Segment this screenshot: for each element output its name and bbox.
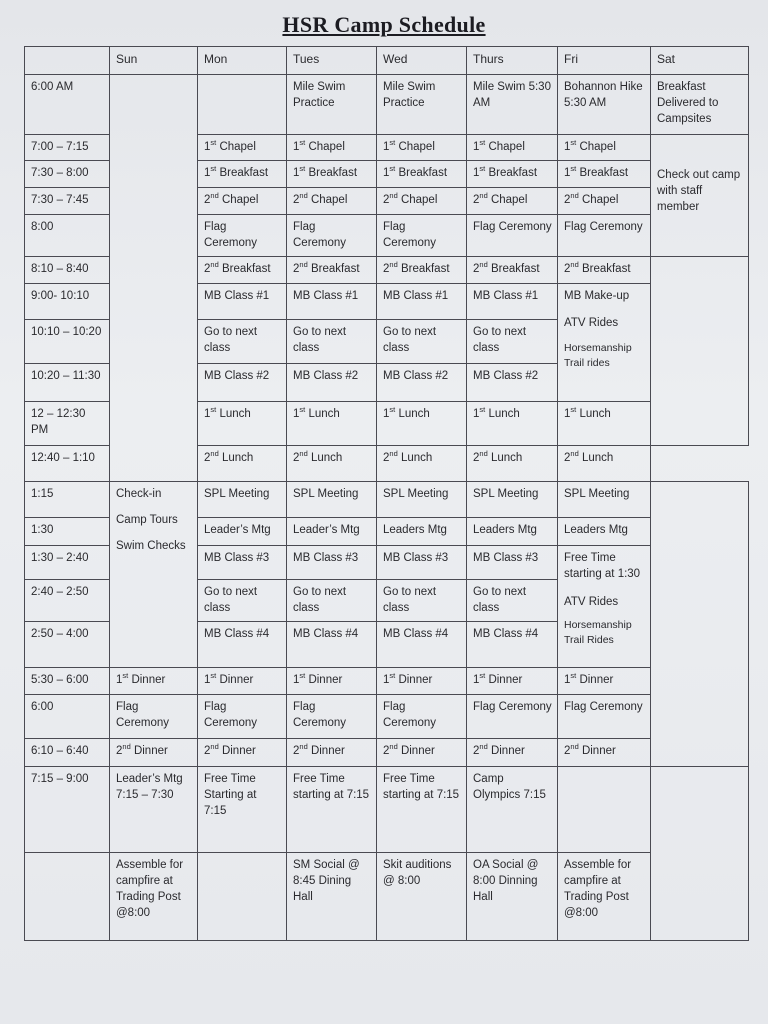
breakfast-cell [377,161,467,188]
leaders-mtg-thurs: Leaders Mtg [467,518,558,546]
fri-600: Bohannon Hike 5:30 AM [558,75,651,135]
spl-cell: SPL Meeting [377,482,467,518]
sat-mid-empty [651,257,749,446]
dinner-label: Dinner [216,674,254,686]
tues-late: SM Social @ 8:45 Dining Hall [287,853,377,941]
time-cell: 12:40 – 1:10 [25,446,110,482]
mb1-cell: MB Class #1 [377,284,467,320]
dinner2-ordinal: nd [570,742,579,752]
dinner-number: 1 [116,674,123,686]
chapel-label: Chapel [395,141,435,153]
chapel2-ordinal: nd [479,191,488,201]
dinner2-number: 2 [564,745,571,757]
lunch-label: Lunch [216,408,251,420]
sun-late: Assemble for campfire at Trading Post @8:00 [110,853,198,941]
lunch2-number: 2 [204,452,211,464]
fri-afternoon-block [558,546,651,668]
sun-checkin: Check-in [116,488,162,500]
dinner-number: 1 [564,674,571,686]
mb4-cell: MB Class #4 [467,622,558,668]
mb2-cell: MB Class #2 [377,364,467,402]
dinner-ordinal: st [570,671,577,681]
breakfast2-label: Breakfast [487,263,540,275]
lunch2-cell [558,446,651,482]
mb4-cell: MB Class #4 [198,622,287,668]
dinner2-cell [558,739,651,767]
time-cell: 1:15 [25,482,110,518]
chapel2-cell [558,188,651,215]
chapel2-cell [198,188,287,215]
fri-horse1: Horsemanship Trail rides [564,342,632,369]
chapel-label: Chapel [485,141,525,153]
chapel2-label: Chapel [487,194,528,206]
chapel-ordinal: st [570,138,577,148]
breakfast-cell [467,161,558,188]
dinner-number: 1 [383,674,390,686]
page-title: HSR Camp Schedule [282,12,486,37]
dinner2-ordinal: nd [299,742,308,752]
goto-cell: Go to next class [198,580,287,622]
lunch2-ordinal: nd [570,449,579,459]
chapel2-ordinal: nd [210,191,219,201]
dinner2-cell [467,739,558,767]
mb1-cell: MB Class #1 [287,284,377,320]
breakfast2-number: 2 [473,263,480,275]
lunch-label: Lunch [305,408,340,420]
tues-evening: Free Time starting at 7:15 [287,767,377,853]
time-cell: 2:40 – 2:50 [25,580,110,622]
header-wed: Wed [377,47,467,75]
header-sat: Sat [651,47,749,75]
dinner2-label: Dinner [218,745,256,757]
breakfast2-label: Breakfast [307,263,360,275]
dinner-label: Dinner [128,674,166,686]
breakfast2-ordinal: nd [479,260,488,270]
wed-late: Skit auditions @ 8:00 [377,853,467,941]
chapel-number: 1 [293,141,300,153]
chapel2-number: 2 [473,194,480,206]
flag-cell: Flag Ceremony [558,695,651,739]
time-cell: 6:10 – 6:40 [25,739,110,767]
breakfast-cell [198,161,287,188]
chapel2-cell [467,188,558,215]
breakfast2-number: 2 [293,263,300,275]
breakfast2-cell [467,257,558,284]
lunch-number: 1 [473,408,480,420]
flag-cell: Flag Ceremony [558,215,651,257]
sat-checkout-text: Check out camp with staff member [657,169,741,213]
table-row [25,853,749,941]
dinner-cell [287,668,377,695]
fri-atv2: ATV Rides [564,596,619,608]
header-tues: Tues [287,47,377,75]
chapel2-number: 2 [564,194,571,206]
chapel-number: 1 [383,141,390,153]
lunch-ordinal: st [389,405,396,415]
chapel2-number: 2 [383,194,390,206]
thurs-evening: Camp Olympics 7:15 [467,767,558,853]
lunch2-ordinal: nd [299,449,308,459]
chapel-cell [377,135,467,161]
dinner-cell [377,668,467,695]
goto-cell: Go to next class [467,580,558,622]
dinner2-label: Dinner [487,745,525,757]
breakfast-number: 1 [473,167,480,179]
dinner2-cell [110,739,198,767]
header-mon: Mon [198,47,287,75]
header-thurs: Thurs [467,47,558,75]
dinner2-cell [377,739,467,767]
dinner2-ordinal: nd [389,742,398,752]
sat-evening-empty [651,767,749,941]
dinner-cell [467,668,558,695]
fri-horse2: Horsemanship Trail Rides [564,619,632,646]
flag-cell: Flag Ceremony [377,215,467,257]
lunch2-label: Lunch [578,452,614,464]
lunch-cell [198,402,287,446]
header-sun: Sun [110,47,198,75]
chapel-ordinal: st [299,138,306,148]
flag-cell: Flag Ceremony [110,695,198,739]
chapel2-ordinal: nd [299,191,308,201]
breakfast-ordinal: st [479,164,486,174]
dinner2-label: Dinner [307,745,345,757]
flag-cell: Flag Ceremony [377,695,467,739]
time-cell: 12 – 12:30 PM [25,402,110,446]
sun-evening: Leader’s Mtg 7:15 – 7:30 [110,767,198,853]
flag-cell: Flag Ceremony [287,215,377,257]
dinner-label: Dinner [395,674,433,686]
lunch2-number: 2 [383,452,390,464]
breakfast2-ordinal: nd [210,260,219,270]
mon-evening: Free Time Starting at 7:15 [198,767,287,853]
chapel2-number: 2 [204,194,211,206]
chapel2-cell [287,188,377,215]
lunch2-ordinal: nd [389,449,398,459]
header-row [25,47,749,75]
dinner-cell [558,668,651,695]
time-cell: 7:15 – 9:00 [25,767,110,853]
breakfast-ordinal: st [299,164,306,174]
time-cell: 8:10 – 8:40 [25,257,110,284]
fri-freetime: Free Time starting at 1:30 [564,552,641,580]
dinner2-number: 2 [116,745,123,757]
lunch-number: 1 [564,408,571,420]
chapel2-ordinal: nd [570,191,579,201]
chapel-cell [287,135,377,161]
lunch-ordinal: st [479,405,486,415]
lunch-ordinal: st [299,405,306,415]
tues-600: Mile Swim Practice [287,75,377,135]
dinner2-label: Dinner [397,745,435,757]
time-cell: 5:30 – 6:00 [25,668,110,695]
mb4-cell: MB Class #4 [377,622,467,668]
dinner-number: 1 [293,674,300,686]
lunch-cell [558,402,651,446]
lunch-label: Lunch [485,408,520,420]
dinner2-label: Dinner [578,745,616,757]
chapel-ordinal: st [210,138,217,148]
mb2-cell: MB Class #2 [287,364,377,402]
dinner-cell [110,668,198,695]
breakfast2-number: 2 [204,263,211,275]
dinner2-label: Dinner [130,745,168,757]
mon-late [198,853,287,941]
goto-cell: Go to next class [287,320,377,364]
dinner-label: Dinner [576,674,614,686]
leaders-mtg-mon: Leader’s Mtg [198,518,287,546]
table-row [25,695,749,739]
lunch-cell [287,402,377,446]
time-cell: 9:00- 10:10 [25,284,110,320]
lunch2-number: 2 [564,452,571,464]
lunch2-cell [198,446,287,482]
spl-cell: SPL Meeting [287,482,377,518]
time-cell: 1:30 – 2:40 [25,546,110,580]
dinner-label: Dinner [305,674,343,686]
leaders-mtg-wed: Leaders Mtg [377,518,467,546]
lunch2-label: Lunch [397,452,433,464]
mb3-cell: MB Class #3 [467,546,558,580]
fri-makeup: MB Make-up [564,290,630,302]
dinner-cell [198,668,287,695]
fri-evening [558,767,651,853]
spl-cell: SPL Meeting [558,482,651,518]
lunch-number: 1 [204,408,211,420]
breakfast-number: 1 [293,167,300,179]
chapel-label: Chapel [216,141,256,153]
time-cell: 7:30 – 7:45 [25,188,110,215]
time-cell: 2:50 – 4:00 [25,622,110,668]
chapel2-number: 2 [293,194,300,206]
dinner2-number: 2 [204,745,211,757]
goto-cell: Go to next class [377,580,467,622]
dinner-ordinal: st [299,671,306,681]
time-cell: 10:20 – 11:30 [25,364,110,402]
mb1-cell: MB Class #1 [467,284,558,320]
fri-atv1: ATV Rides [564,317,619,329]
table-row [25,739,749,767]
dinner2-ordinal: nd [479,742,488,752]
thurs-late: OA Social @ 8:00 Dinning Hall [467,853,558,941]
goto-cell: Go to next class [198,320,287,364]
mon-600 [198,75,287,135]
dinner2-cell [198,739,287,767]
lunch-number: 1 [293,408,300,420]
breakfast-label: Breakfast [576,167,629,179]
flag-cell: Flag Ceremony [198,215,287,257]
goto-cell: Go to next class [287,580,377,622]
dinner2-ordinal: nd [210,742,219,752]
chapel-cell [198,135,287,161]
table-row [25,482,749,518]
time-cell: 7:00 – 7:15 [25,135,110,161]
lunch2-cell [377,446,467,482]
dinner-ordinal: st [389,671,396,681]
lunch-label: Lunch [395,408,430,420]
breakfast-ordinal: st [389,164,396,174]
breakfast2-label: Breakfast [397,263,450,275]
sun-checkin-block [110,482,198,668]
chapel2-label: Chapel [578,194,619,206]
flag-cell: Flag Ceremony [467,695,558,739]
breakfast2-ordinal: nd [570,260,579,270]
wed-evening: Free Time starting at 7:15 [377,767,467,853]
flag-cell: Flag Ceremony [287,695,377,739]
dinner-label: Dinner [485,674,523,686]
table-row [25,767,749,853]
goto-cell: Go to next class [467,320,558,364]
lunch2-number: 2 [293,452,300,464]
chapel2-label: Chapel [307,194,348,206]
breakfast2-number: 2 [564,263,571,275]
table-row [25,668,749,695]
header-fri: Fri [558,47,651,75]
dinner2-cell [287,739,377,767]
time-cell: 6:00 [25,695,110,739]
lunch2-label: Lunch [487,452,523,464]
sat-afternoon-empty [651,482,749,767]
breakfast-label: Breakfast [485,167,538,179]
chapel-number: 1 [473,141,480,153]
lunch-cell [377,402,467,446]
chapel2-label: Chapel [397,194,438,206]
chapel-label: Chapel [576,141,616,153]
wed-600: Mile Swim Practice [377,75,467,135]
breakfast2-cell [558,257,651,284]
chapel2-label: Chapel [218,194,259,206]
chapel-label: Chapel [305,141,345,153]
breakfast2-ordinal: nd [299,260,308,270]
flag-cell: Flag Ceremony [467,215,558,257]
breakfast-ordinal: st [210,164,217,174]
mb2-cell: MB Class #2 [467,364,558,402]
chapel-ordinal: st [389,138,396,148]
time-cell: 1:30 [25,518,110,546]
chapel-number: 1 [204,141,211,153]
breakfast-number: 1 [383,167,390,179]
breakfast-cell [287,161,377,188]
dinner-ordinal: st [210,671,217,681]
dinner2-ordinal: nd [122,742,131,752]
lunch-ordinal: st [210,405,217,415]
dinner-number: 1 [473,674,480,686]
spl-cell: SPL Meeting [198,482,287,518]
mb3-cell: MB Class #3 [377,546,467,580]
leaders-mtg-fri: Leaders Mtg [558,518,651,546]
sat-checkout [651,135,749,257]
breakfast2-number: 2 [383,263,390,275]
time-cell-empty [25,853,110,941]
time-cell: 7:30 – 8:00 [25,161,110,188]
breakfast2-cell [287,257,377,284]
chapel-ordinal: st [479,138,486,148]
lunch-label: Lunch [576,408,611,420]
thurs-600: Mile Swim 5:30 AM [467,75,558,135]
time-cell: 10:10 – 10:20 [25,320,110,364]
fri-morning-block [558,284,651,402]
dinner2-number: 2 [383,745,390,757]
lunch2-label: Lunch [307,452,343,464]
dinner2-number: 2 [293,745,300,757]
lunch2-cell [467,446,558,482]
chapel-number: 1 [564,141,571,153]
breakfast2-label: Breakfast [218,263,271,275]
schedule-table [24,46,749,941]
breakfast-number: 1 [564,167,571,179]
chapel2-ordinal: nd [389,191,398,201]
chapel-cell [558,135,651,161]
dinner-number: 1 [204,674,211,686]
sun-tours: Camp Tours [116,514,178,526]
chapel2-cell [377,188,467,215]
mb3-cell: MB Class #3 [287,546,377,580]
table-row [25,75,749,135]
breakfast2-label: Breakfast [578,263,631,275]
flag-cell: Flag Ceremony [198,695,287,739]
lunch2-ordinal: nd [210,449,219,459]
mb4-cell: MB Class #4 [287,622,377,668]
breakfast2-cell [377,257,467,284]
mb3-cell: MB Class #3 [198,546,287,580]
sun-morning-empty [110,75,198,482]
lunch-number: 1 [383,408,390,420]
breakfast-label: Breakfast [216,167,269,179]
goto-cell: Go to next class [377,320,467,364]
lunch2-number: 2 [473,452,480,464]
header-time [25,47,110,75]
breakfast-number: 1 [204,167,211,179]
sat-600: Breakfast Delivered to Campsites [651,75,749,135]
breakfast-label: Breakfast [305,167,358,179]
mb2-cell: MB Class #2 [198,364,287,402]
dinner-ordinal: st [122,671,129,681]
lunch-cell [467,402,558,446]
time-cell: 8:00 [25,215,110,257]
breakfast-ordinal: st [570,164,577,174]
lunch-ordinal: st [570,405,577,415]
breakfast2-cell [198,257,287,284]
dinner-ordinal: st [479,671,486,681]
fri-late: Assemble for campfire at Trading Post @8:00 [558,853,651,941]
mb1-cell: MB Class #1 [198,284,287,320]
chapel-cell [467,135,558,161]
breakfast-label: Breakfast [395,167,448,179]
breakfast-cell [558,161,651,188]
lunch2-cell [287,446,377,482]
time-cell: 6:00 AM [25,75,110,135]
spl-cell: SPL Meeting [467,482,558,518]
lunch2-ordinal: nd [479,449,488,459]
lunch2-label: Lunch [218,452,254,464]
sun-swim: Swim Checks [116,540,186,552]
dinner2-number: 2 [473,745,480,757]
breakfast2-ordinal: nd [389,260,398,270]
leaders-mtg-tues: Leader’s Mtg [287,518,377,546]
